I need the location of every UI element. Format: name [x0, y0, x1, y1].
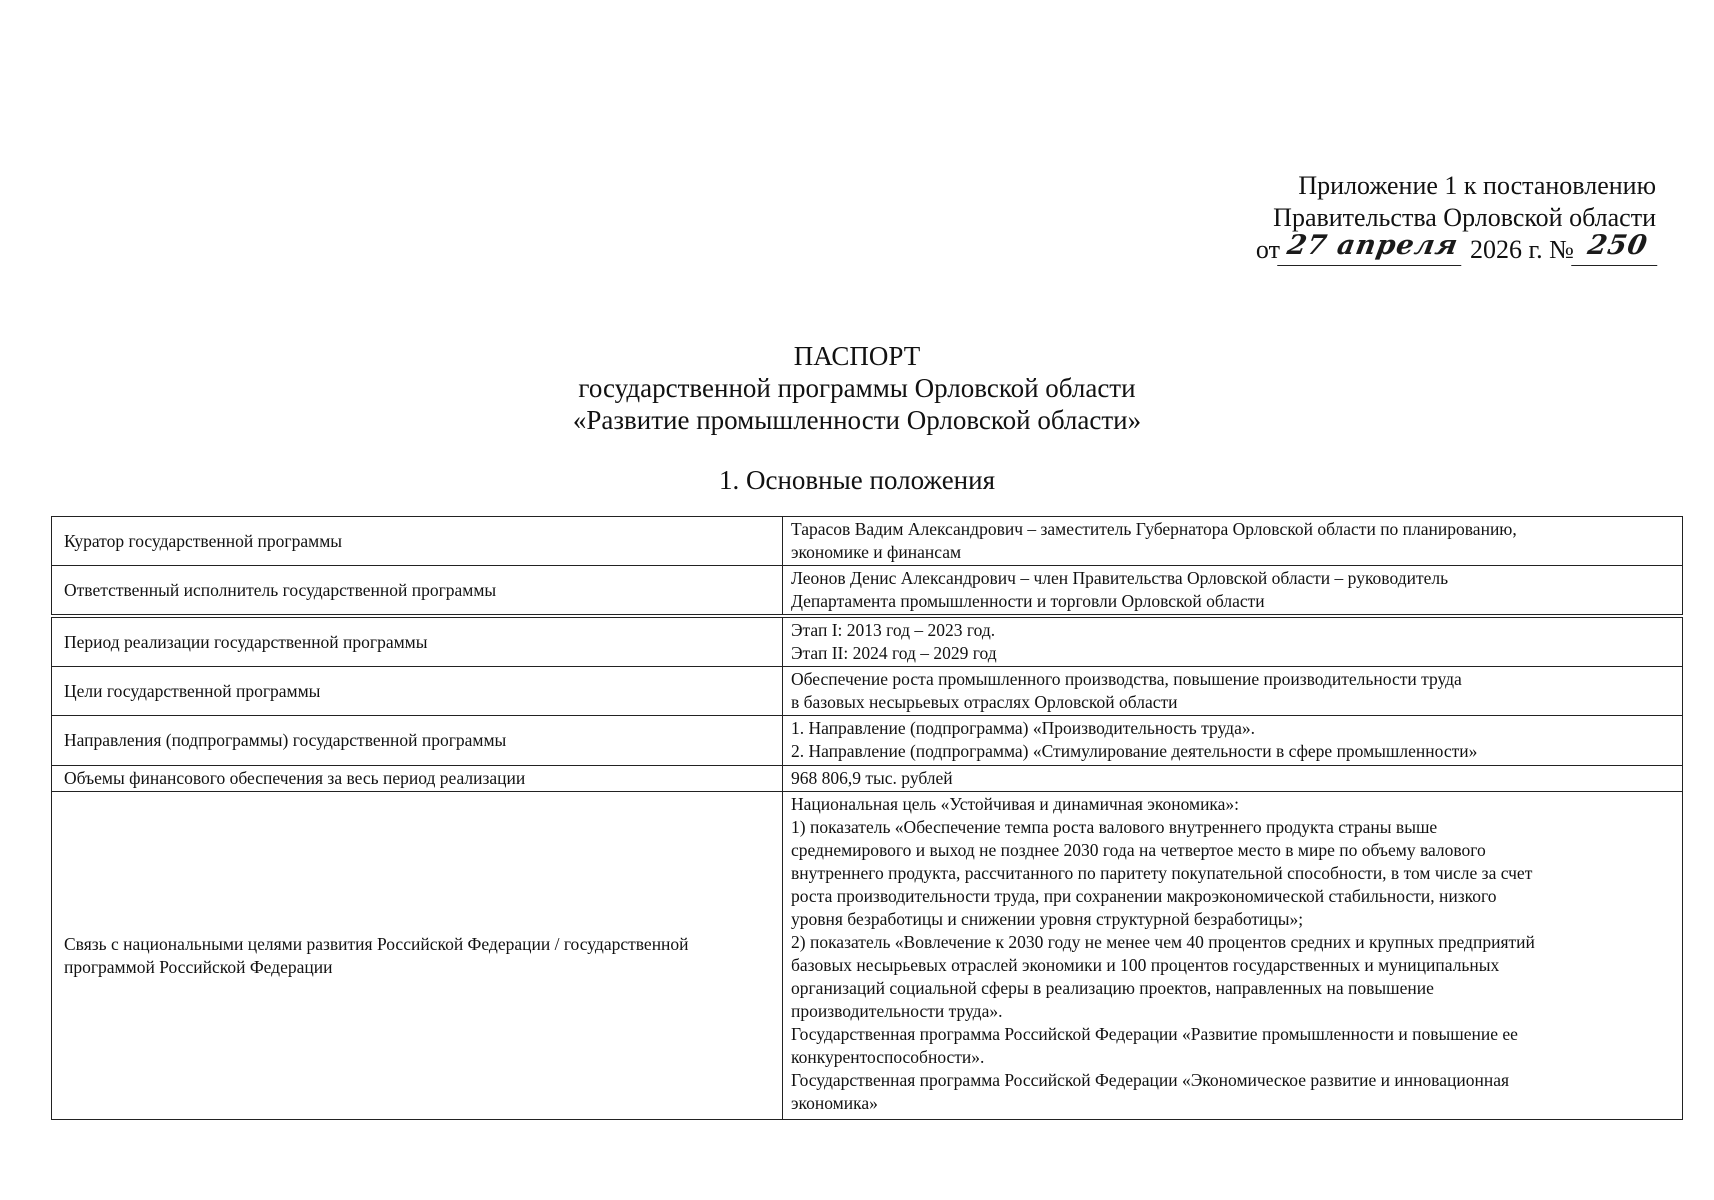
row-label-national-goals: Связь с национальными целями развития Российской Федерации / государственной программой Российской Федерации: [52, 792, 783, 1120]
row-value-funding: 968 806,9 тыс. рублей: [783, 766, 1683, 792]
table-row: [52, 716, 1683, 766]
appendix-date-line: [1196, 230, 1656, 266]
title-line-2: государственной программы Орловской области: [578, 373, 1136, 403]
table-row: [52, 566, 1683, 617]
row-value-goals: Обеспечение роста промышленного производства, повышение производительности труда в базовых несырьевых отраслях Орловской области: [783, 667, 1683, 716]
appendix-line-1: Приложение 1 к постановлению: [1298, 171, 1656, 200]
section-heading: 1. Основные положения: [719, 465, 995, 495]
row-label-directions: Направления (подпрограммы) государственной программы: [52, 716, 783, 766]
appendix-line-2: Правительства Орловской области: [1273, 203, 1656, 232]
table-row: [52, 616, 1683, 667]
table-row: [52, 667, 1683, 716]
handwritten-date: 27 апреля: [1282, 230, 1464, 262]
row-value-period: Этап I: 2013 год – 2023 год. Этап II: 2024 год – 2029 год: [783, 616, 1683, 667]
row-value-curator: Тарасов Вадим Александрович – заместитель Губернатора Орловской области по планированию, экономике и финансам: [783, 517, 1683, 566]
row-label-funding: Объемы финансового обеспечения за весь период реализации: [52, 766, 783, 792]
title-line-3: «Развитие промышленности Орловской области»: [572, 405, 1142, 435]
row-label-executor: Ответственный исполнитель государственной программы: [52, 566, 783, 617]
document-title: [0, 340, 1714, 436]
table-row: [52, 517, 1683, 566]
row-value-directions: 1. Направление (подпрограмма) «Производительность труда». 2. Направление (подпрограмма) «Стимулирование деятельности в сфере промышленности»: [783, 716, 1683, 766]
passport-table: [51, 516, 1683, 1120]
handwritten-number: 250: [1576, 230, 1660, 262]
row-label-goals: Цели государственной программы: [52, 667, 783, 716]
title-line-1: ПАСПОРТ: [793, 341, 921, 371]
table-row: [52, 766, 1683, 792]
appendix-block: [1196, 170, 1656, 266]
year-number-label: 2026 г. №: [1469, 235, 1574, 264]
row-label-period: Период реализации государственной программы: [52, 616, 783, 667]
from-label: от: [1255, 235, 1280, 264]
row-value-executor: Леонов Денис Александрович – член Правительства Орловской области – руководитель Департамента промышленности и торговли Орловской области: [783, 566, 1683, 617]
table-row: [52, 792, 1683, 1120]
row-label-curator: Куратор государственной программы: [52, 517, 783, 566]
row-value-national-goals: Национальная цель «Устойчивая и динамичная экономика»: 1) показатель «Обеспечение темпа роста валового внутреннего продукта страны выше среднемирового и выход не позднее 2030 года на четвертое место в мире по объему валового внутреннего продукта, рассчитанного по паритету покупательной способности, в том числе за счет роста производительности труда, при сохранении макроэкономической стабильности, низкого уровня безработицы и снижении уровня структурной безработицы»; 2) показатель «Вовлечение к 2030 году не менее чем 40 процентов средних и крупных предприятий базовых несырьевых отраслей экономики и 100 процентов государственных и муниципальных организаций социальной сферы в реализацию проектов, направленных на повышение производительности труда». Государственная программа Российской Федерации «Развитие промышленности и повышение ее конкурентоспособности». Государственная программа Российской Федерации «Экономическое развитие и инновационная экономика»: [783, 792, 1683, 1120]
